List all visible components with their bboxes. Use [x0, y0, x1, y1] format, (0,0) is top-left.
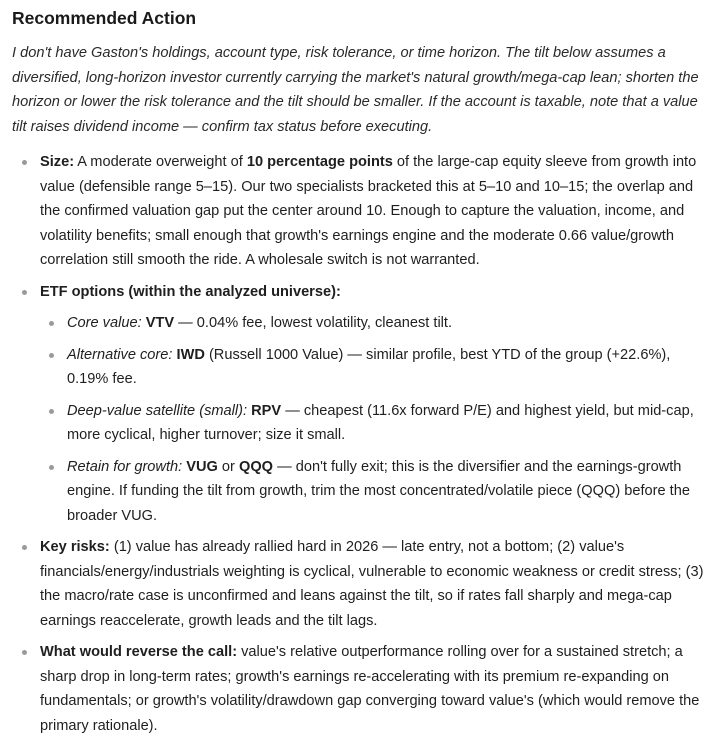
etf-alt-text: (Russell 1000 Value) — similar profile, best YTD of the group (+22.6%), 0.19% fee. [67, 346, 671, 387]
section-heading: Recommended Action [12, 8, 197, 28]
size-amount: 10 percentage points [246, 154, 393, 170]
etf-retain-ticker-1: VUG [186, 458, 218, 475]
size-label: Size: [40, 154, 75, 170]
etf-core-text: — 0.04% fee, lowest volatility, cleanest tilt. [174, 315, 453, 331]
intro-paragraph: I don't have Gaston's holdings, account type, risk tolerance, or time horizon. The tilt below assumes a diversified, long-horizon investor currently carrying the market's natural growth/mega-cap lean; shorten the horizon or lower the risk tolerance and the tilt should be smaller. If the account is taxable, note that a value tilt raises dividend income — confirm tax status before executing. [12, 45, 699, 135]
size-text-pre: A moderate overweight of [74, 154, 247, 170]
etf-retain-label: Retain for growth: [67, 458, 183, 475]
etf-deep-ticker: RPV [251, 402, 282, 419]
etf-retain-mid: or [217, 458, 239, 475]
etf-core-label: Core value: [67, 315, 142, 331]
list-item-etf-options [40, 280, 705, 529]
etf-alt-ticker: IWD [176, 346, 205, 363]
list-item-size [40, 150, 705, 273]
etf-item-core [67, 311, 705, 336]
recommendation-list [12, 150, 705, 738]
etf-options-label: ETF options (within the analyzed universe): [40, 283, 341, 300]
etf-retain-ticker-2: QQQ [238, 458, 274, 475]
list-item-reverse [40, 640, 705, 738]
reverse-text: value's relative outperformance rolling over for a sustained stretch; a sharp drop in long-term rates; growth's earnings re-accelerating with its premium re-expanding on fundamentals; or growth's volatility/drawdown gap converging toward value's (which would remove the primary rationale). [40, 644, 700, 734]
risks-text: (1) value has already rallied hard in 2026 — late entry, not a bottom; (2) value's financials/energy/industrials weighting is cyclical, vulnerable to economic weakness or credit stress; (3) the macro/rate case is unconfirmed and leans against the tilt, so if rates fall sharply and mega-cap earnings reaccelerate, growth leads and the tilt lags. [40, 539, 704, 629]
reverse-label: What would reverse the call: [40, 644, 238, 660]
etf-options-list [40, 311, 705, 528]
etf-item-deep [67, 399, 705, 448]
etf-item-alt [67, 343, 705, 392]
size-text-post: of the large-cap equity sleeve from growth into value (defensible range 5–15). Our two specialists bracketed this at 5–10 and 10–15; the overlap and the confirmed valuation gap put the center around 10. Enough to capture the valuation, income, and volatility benefits; small enough that growth's earnings engine and the moderate 0.66 value/growth correlation still smooth the ride. A wholesale switch is not warranted. [40, 154, 697, 268]
etf-item-retain [67, 455, 705, 529]
etf-retain-text: — don't fully exit; this is the diversifier and the earnings-growth engine. If funding the tilt from growth, trim the most concentrated/volatile piece (QQQ) before the broader VUG. [67, 458, 690, 524]
etf-deep-label: Deep-value satellite (small): [67, 402, 248, 419]
etf-core-ticker: VTV [145, 315, 175, 331]
risks-label: Key risks: [40, 539, 110, 555]
etf-deep-text: — cheapest (11.6x forward P/E) and highest yield, but mid-cap, more cyclical, higher turnover; size it small. [67, 402, 694, 443]
list-item-risks [40, 535, 705, 633]
etf-alt-label: Alternative core: [67, 346, 173, 363]
